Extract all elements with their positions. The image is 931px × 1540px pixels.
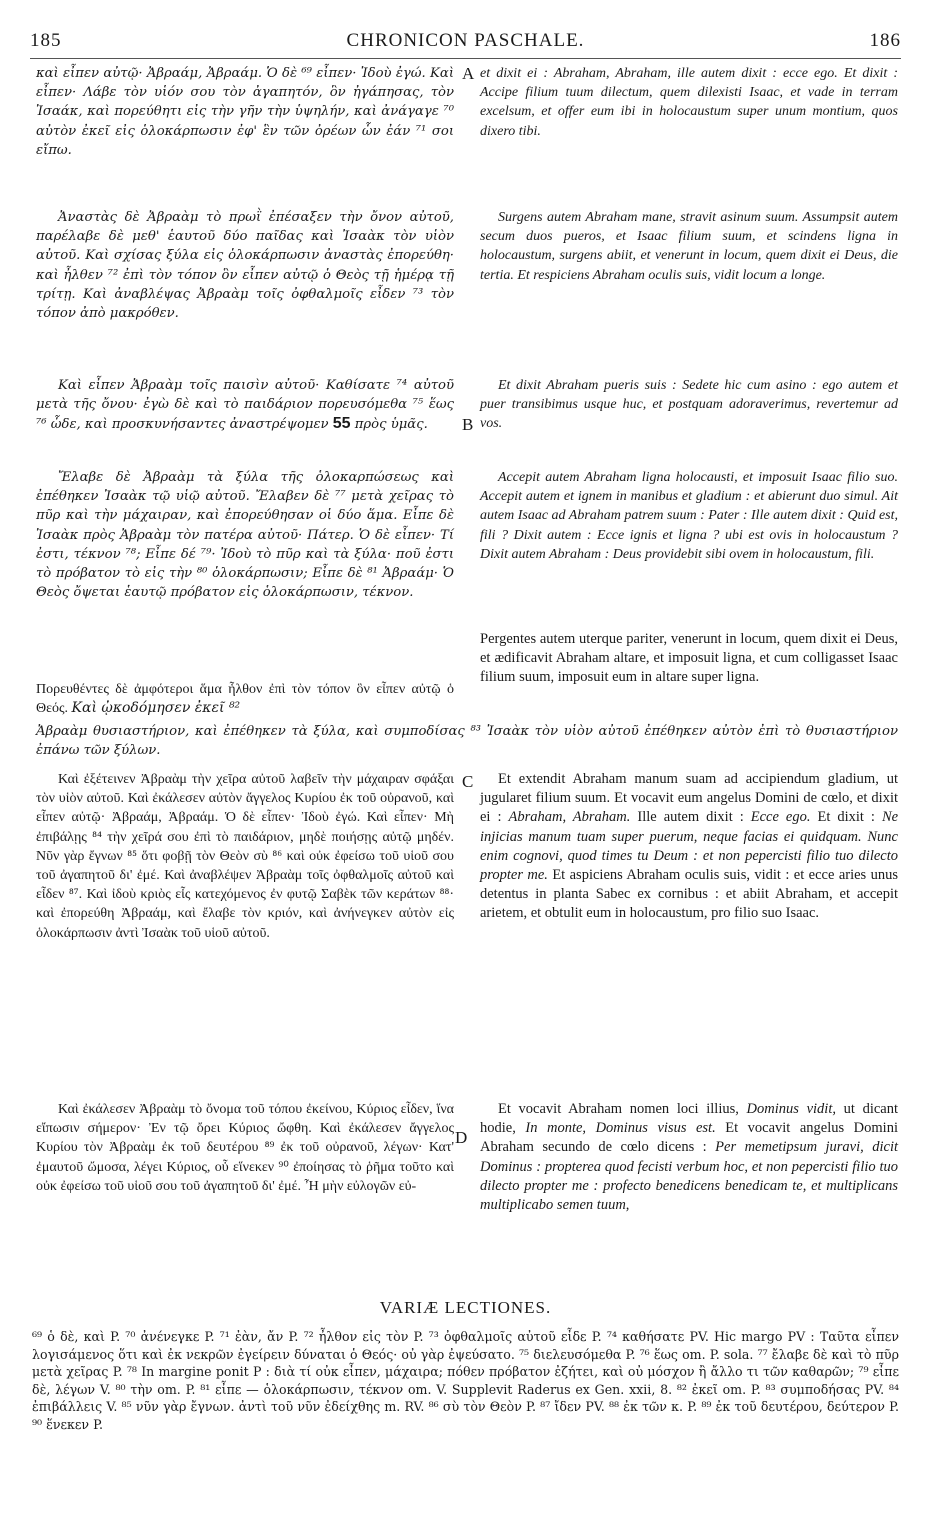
latin-p6-a: Et extendit Abraham manum suam ad accipiendum gladium, ut jugularet filium suum. Et vocavit eum angelus Domini de cœlo, et dixit ei : — [480, 771, 898, 826]
latin-p6-c: Ille autem dixit : — [637, 809, 744, 826]
greek-paragraph-7: Καὶ ἐκάλεσεν Ἀβραὰμ τὸ ὄνομα τοῦ τόπου ἐκείνου, Κύριος εἶδεν, ἵνα εἴπωσιν σήμερον· Ἐν τῷ ὄρει Κύριος ὤφθη. Καὶ ἐκάλεσεν ἄγγελος Κυρίου τὸν Ἀβραὰμ ἐκ τοῦ δευτέρου ⁸⁹ ἐκ τοῦ οὐρανοῦ, λέγων· Κατ' ἐμαυτοῦ ὤμοσα, λέγει Κύριος, οὗ εἵνεκεν ⁹⁰ ἐποίησας τὸ ῥῆμα τοῦτο καὶ οὐκ ἐφείσω τοῦ υἱοῦ σου τοῦ ἀγαπητοῦ δι' ἐμέ. Ἦ μὴν εὐλογῶν εὐ- — [36, 1102, 454, 1194]
greek-paragraph-4: Ἔλαβε δὲ Ἀβραὰμ τὰ ξύλα τῆς ὁλοκαρπώσεως καὶ ἐπέθηκεν Ἰσαὰκ τῷ υἱῷ αὐτοῦ. Ἔλαβεν δὲ ⁷⁷ μετὰ χεῖρας τὸ πῦρ καὶ τὴν μάχαιραν, καὶ ἐπορεύθησαν οἱ δύο ἅμα. Εἶπε δὲ Ἰσαὰκ πρὸς Ἀβραὰμ τὸν πατέρα αὐτοῦ· Πάτερ. Ὁ δὲ εἶπεν· Τί ἐστι, τέκνον ⁷⁸; Εἶπε δέ ⁷⁹· Ἰδοὺ τὸ πῦρ καὶ τὰ ξύλα· ποῦ ἐστι τὸ πρόβατον τὸ εἰς τὴν ⁸⁰ ὁλοκάρπωσιν; Εἶπε δὲ ⁸¹ Ἀβραάμ· Ὁ Θεὸς ὄψεται ἑαυτῷ πρόβατον εἰς ὁλοκάρπωσιν, τέκνον. — [36, 470, 454, 601]
latin-p6-f: Ne injicias manum tuam super puerum, neque facias ei quidquam. Nunc enim cognovi, quod times tu Deum : et non pepercisti filio tuo dilecto propter me. — [480, 809, 899, 884]
latin-paragraph-3: Et dixit Abraham pueris suis : Sedete hic cum asino : ego autem et puer transibimus usque huc, et postquam adoraverimus, revertemur ad vos. — [480, 378, 898, 432]
latin-p7-b: Dominus vidit, — [746, 1101, 836, 1117]
header-rule — [30, 58, 901, 59]
latin-paragraph-1: et dixit ei : Abraham, Abraham, ille autem dixit : ecce ego. Et dixit : Accipe filium tuum dilectum, quem dilexisti Isaac, et vade in terram excelsum, et offer eum ibi in holocaustum super unum montium, quos dixero tibi. — [480, 66, 898, 139]
greek-paragraph-6: Καὶ ἐξέτεινεν Ἀβραὰμ τὴν χεῖρα αὐτοῦ λαβεῖν τὴν μάχαιραν σφάξαι τὸν υἱὸν αὐτοῦ. Καὶ ἐκάλεσεν αὐτὸν ἄγγελος Κυρίου ἐκ τοῦ οὐρανοῦ, καὶ εἶπεν αὐτῷ· Ἀβραάμ, Ἀβραάμ. Ὁ δὲ εἶπεν· Ἰδοὺ ἐγώ. Καὶ εἶπεν· Μὴ ἐπιβάλῃς ⁸⁴ τὴν χεῖρά σου ἐπὶ τὸ παιδάριον, μηδὲ ποιήσῃς αὐτῷ μηδέν. Νῦν γὰρ ἔγνων ⁸⁵ ὅτι φοβῇ τὸν Θεὸν σὺ ⁸⁶ καὶ οὐκ ἐφείσω τοῦ υἱοῦ σου τοῦ ἀγαπητοῦ δι' ἐμέ. Καὶ ἀναβλέψεν Ἀβραὰμ τοῖς ὀφθαλμοῖς αὐτοῦ καὶ εἶδεν ⁸⁷. Καὶ ἰδοὺ κριὸς εἷς κατεχόμενος ἐν φυτῷ Σαβὲκ τῶν κεράτων ⁸⁸· καὶ ἐπορεύθη Ἀβραάμ, καὶ ἔλαβε τὸν κριόν, καὶ ἀνήνεγκεν αὐτὸν εἰς ὁλοκάρπωσιν ἀντὶ Ἰσαὰκ τοῦ υἱοῦ αὐτοῦ. — [36, 772, 454, 941]
section-marker-c: C — [462, 772, 474, 791]
latin-p6-g: Et aspiciens Abraham oculis suis, vidit : et ecce aries unus detentus in planta Sabec ex cornibus : et abiit Abraham, et accepit arietem, et obtulit eum in holocaustum, pro filio suo Isaac. — [480, 867, 899, 922]
latin-paragraph-4b: Pergentes autem uterque pariter, venerunt in locum, quem dixit ei Deus, et ædificavit Abraham altare, et imposuit ligna, et cum colligasset Isaac filium suum, imposuit eum in altare super ligna. — [480, 631, 898, 686]
latin-paragraph-6 — [480, 770, 898, 924]
bold-column-number: 55 — [332, 415, 351, 433]
running-header — [30, 30, 901, 56]
latin-p7-c: ut dicant hodie, — [480, 1101, 899, 1137]
section-marker-b: B — [462, 415, 474, 434]
latin-paragraph-4: Accepit autem Abraham ligna holocausti, et imposuit Isaac filio suo. Accepit autem et ignem in manibus et gladium : et abierunt duo simul. Ait autem Isaac ad Abraham patrem suum : Pater : Ille autem dixit : Quid est, fili ? Dixit autem : Ecce ignis et ligna ? ubi est ovis in holocaustum ? Dixit autem Abraham : Deus providebit sibi ovem in holocaustum, fili. — [480, 470, 898, 562]
greek-paragraph-3-text: Καὶ εἶπεν Ἀβραὰμ τοῖς παισὶν αὐτοῦ· Καθίσατε ⁷⁴ αὐτοῦ μετὰ τῆς ὄνου· ἐγὼ δὲ καὶ τὸ παιδάριον πορευσόμεθα ⁷⁵ ἕως ⁷⁶ ὧδε, καὶ προσκυνήσαντες ἀναστρέψομεν — [36, 378, 454, 433]
page-number-right: 186 — [869, 30, 901, 51]
latin-p6-d: Ecce ego. — [750, 809, 811, 826]
section-marker-a: A — [462, 64, 475, 83]
page-number-left: 185 — [30, 30, 62, 51]
latin-paragraph-2: Surgens autem Abraham mane, stravit asinum suum. Assumpsit autem secum duos pueros, et Isaac filium suum, et scindens ligna in holocaustum, surgens abiit, et venerunt in locum, quem dixit ei Deus, die tertia. Et respiciens Abraham oculis suis, vidit locum a longe. — [480, 210, 898, 283]
latin-paragraph-7 — [480, 1100, 898, 1215]
greek-paragraph-4b — [36, 680, 454, 718]
running-title: CHRONICON PASCHALE. — [346, 30, 585, 51]
latin-p7-f: Per memetipsum juravi, dicit Dominus : propterea quod fecisti verbum hoc, et non pepercisti filio tuo dilecto propter me : profecto benedicens benedicam te, et multiplicans multiplicabo semen tuum, — [480, 1139, 898, 1214]
greek-paragraph-1: καὶ εἶπεν αὐτῷ· Ἀβραάμ, Ἀβραάμ. Ὁ δὲ ⁶⁹ εἶπεν· Ἰδοὺ ἐγώ. Καὶ εἶπεν· Λάβε τὸν υἱόν σου τὸν ἀγαπητόν, ὃν ἠγάπησας, τὸν Ἰσαάκ, καὶ πορεύθητι εἰς τὴν γῆν τὴν ὑψηλήν, καὶ ἀνάγαγε ⁷⁰ αὐτὸν ἐκεῖ εἰς ὁλοκάρπωσιν ἐφ' ἓν τῶν ὀρέων ὧν ἐάν ⁷¹ σοι εἴπω. — [36, 66, 454, 158]
latin-p7-e: Et vocavit angelus Domini Abraham secundo de cœlo dicens : — [480, 1120, 898, 1156]
greek-paragraph-3-end: πρὸς ὑμᾶς. — [354, 417, 428, 433]
latin-p6-b: Abraham, Abraham. — [508, 809, 631, 826]
greek-paragraph-5-fullwidth: Ἀβραὰμ θυσιαστήριον, καὶ ἐπέθηκεν τὰ ξύλα, καὶ συμποδίσας ⁸³ Ἰσαὰκ τὸν υἱὸν αὐτοῦ ἐπέθηκεν αὐτὸν ἐπὶ τὸ θυσιαστήριον ἐπάνω τῶν ξύλων. — [36, 724, 898, 759]
latin-p7-a: Et vocavit Abraham nomen loci illius, — [498, 1101, 739, 1117]
greek-paragraph-4b-tail: Καὶ ᾠκοδόμησεν ἐκεῖ ⁸² — [71, 700, 241, 717]
section-marker-d: D — [455, 1128, 468, 1147]
variae-lectiones-title: VARIÆ LECTIONES. — [379, 1298, 552, 1317]
greek-paragraph-4b-text: Πορευθέντες δὲ ἀμφότεροι ἅμα ἦλθον ἐπὶ τὸν τόπον ὃν εἶπεν αὐτῷ ὁ Θεός. — [36, 682, 454, 717]
greek-paragraph-3 — [36, 376, 454, 435]
greek-paragraph-2: Ἀναστὰς δὲ Ἀβραὰμ τὸ πρωῒ ἐπέσαξεν τὴν ὄνον αὐτοῦ, παρέλαβε δὲ μεθ' ἑαυτοῦ δύο παῖδας καὶ Ἰσαὰκ τὸν υἱὸν αὐτοῦ. Καὶ σχίσας ξύλα εἰς ὁλοκάρπωσιν ἀναστὰς ἐπορεύθη· καὶ ἦλθεν ⁷² ἐπὶ τὸν τόπον ὃν εἶπεν αὐτῷ ὁ Θεὸς τῇ ἡμέρᾳ τῇ τρίτῃ. Καὶ ἀναβλέψας Ἀβραὰμ τοῖς ὀφθαλμοῖς εἶδεν ⁷³ τὸν τόπον ἀπὸ μακρόθεν. — [36, 210, 454, 322]
latin-p6-e: Et dixit : — [817, 809, 875, 826]
variae-lectiones-text: ⁶⁹ ὁ δὲ, καὶ P. ⁷⁰ ἀνένεγκε P. ⁷¹ ἐὰν, ἄν P. ⁷² ἦλθον εἰς τὸν P. ⁷³ ὀφθαλμοῖς αὐτοῦ εἶδε P. ⁷⁴ καθήσατε PV. Hic margo PV : Ταῦτα εἶπεν λογισάμενος ὅτι καὶ ἐκ νεκρῶν ἐγείρειν δύναται ὁ Θεός· οὐ γὰρ ἐψεύσατο. ⁷⁵ διελευσόμεθα P. ⁷⁶ ἕως om. P. sola. ⁷⁷ ἔλαβε δὲ καὶ τὸ πῦρ μετὰ χεῖρας P. ⁷⁸ In margine ponit P : διὰ τί οὐκ εἶπεν, μάχαιρα; πόθεν πρόβατον ἐζήτει, καὶ οὐ μόσχον ἢ ἄλλο τι τῶν καθαρῶν; ⁷⁹ εἶπε δὲ, λέγων V. ⁸⁰ τὴν om. P. ⁸¹ εἶπε — ὁλοκάρπωσιν, τέκνον om. V. Supplevit Raderus ex Gen. xxii, 8. ⁸² ἐκεῖ om. P. ⁸³ συμποδήσας PV. ⁸⁴ ἐπιβάλλεις V. ⁸⁵ νῦν γὰρ ἔγνων. ἀντὶ τοῦ νῦν ἐδείχθης m. RV. ⁸⁶ σὺ τὸν Θεὸν P. ⁸⁷ ἴδεν PV. ⁸⁸ ἐκ τῶν κ. P. ⁸⁹ ἐκ τοῦ δευτέρου, δεύτερον P. ⁹⁰ ἕνεκεν P. — [32, 1329, 899, 1432]
latin-p7-d: In monte, Dominus visus est. — [525, 1120, 716, 1137]
